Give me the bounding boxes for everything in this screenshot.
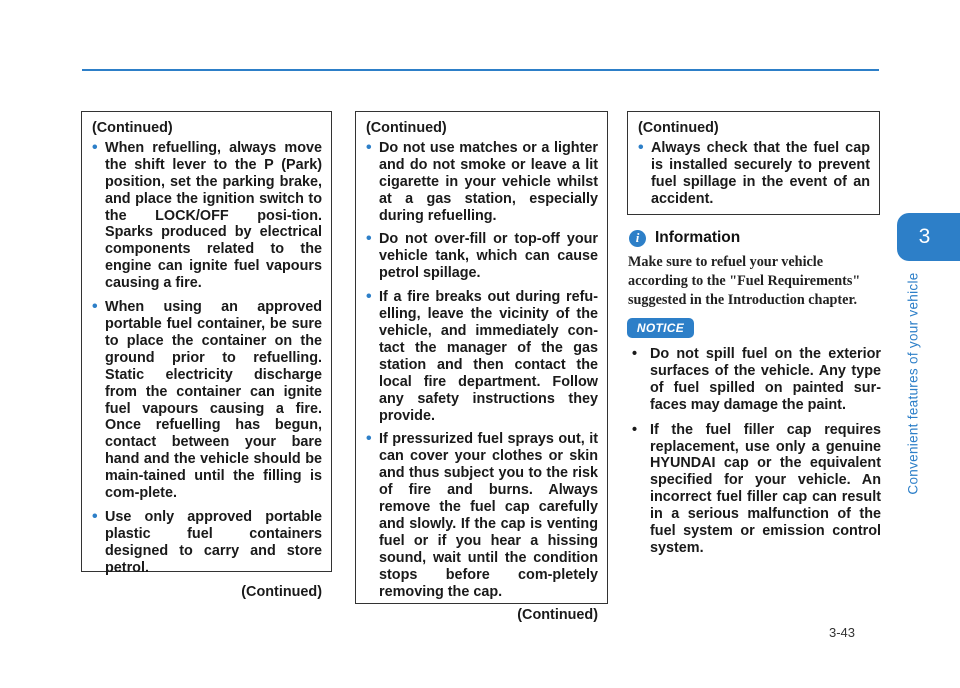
warning-item-text: Use only approved portable plastic fuel containers designed to carry and store petrol. — [105, 508, 322, 576]
bullet-icon: • — [366, 430, 372, 448]
bullet-icon: • — [638, 138, 644, 156]
bullet-icon: • — [366, 288, 372, 306]
bullet-icon: • — [366, 230, 372, 248]
warning-list — [366, 140, 598, 601]
continued-header: (Continued) — [638, 120, 719, 136]
bullet-icon: • — [92, 298, 98, 316]
chapter-tab[interactable]: 3 — [897, 213, 960, 261]
chapter-title-text: Convenient features of your vehicle — [905, 271, 921, 495]
notice-item-text: If the fuel filler cap requires replacement, use only a genuine HYUNDAI cap or the equivalent specified for your vehicle. An incorrect fuel filler cap can result in a serious malfunction of the fuel system or emission control system. — [650, 421, 881, 556]
bullet-icon: • — [632, 346, 638, 362]
warning-item-text: If pressurized fuel sprays out, it can cover your clothes or skin and thus subject you to the risk of fire and burns. Always remove the fuel cap carefully and slowly. If the cap is venting fuel or if you hear a hissing sound, wait until the condition stops before com-pletely removing the cap. — [379, 431, 598, 600]
warning-item — [366, 431, 598, 600]
warning-item — [366, 289, 598, 424]
warning-box-3 — [627, 111, 880, 215]
continued-footer: (Continued) — [517, 607, 598, 624]
warning-item — [638, 140, 870, 208]
warning-item-text: If a fire breaks out during refu-elling, leave the vicinity of the vehicle, and immediately con-tact the manager of the gas station and then contact the local fire department. Follow any safety instructions they provide. — [379, 289, 598, 424]
continued-header: (Continued) — [366, 120, 447, 136]
continued-header: (Continued) — [92, 120, 173, 136]
notice-item — [630, 422, 881, 557]
warning-item-text: When refuelling, always move the shift lever to the P (Park) position, set the parking brake, and place the ignition switch to the LOCK/OFF posi-tion. Sparks produced by electrical components related to the engine can ignite fuel vapours causing a fire. — [105, 139, 322, 292]
warning-item-text: Do not over-fill or top-off your vehicle tank, which can cause petrol spillage. — [379, 231, 598, 282]
warning-box-2 — [355, 111, 608, 624]
warning-item — [366, 140, 598, 225]
warning-list — [92, 140, 322, 577]
warning-box-1 — [81, 111, 332, 600]
bullet-icon: • — [92, 507, 98, 525]
info-icon: i — [629, 230, 646, 247]
bullet-icon: • — [632, 421, 638, 438]
bullet-icon: • — [366, 138, 372, 156]
warning-item — [92, 509, 322, 577]
warning-item — [92, 140, 322, 292]
warning-list — [638, 140, 870, 208]
notice-item — [630, 346, 881, 414]
header-rule — [82, 69, 879, 71]
warning-item-text: When using an approved portable fuel container, be sure to place the container on the ground prior to refuelling. Static electricity discharge from the container can ignite fuel vapours causing a fire. Once refuelling has begun, contact between your bare hand and the vehicle should be main-tained until the filling is com-plete. — [105, 299, 322, 502]
information-body: Make sure to refuel your vehicle according to the "Fuel Requirements" suggested in the Introduction chapter. — [628, 254, 861, 308]
continued-footer: (Continued) — [241, 583, 322, 600]
information-title: Information — [655, 229, 741, 246]
page-number: 3-43 — [829, 625, 856, 640]
warning-item — [366, 231, 598, 282]
notice-list — [630, 346, 881, 565]
chapter-title — [893, 268, 933, 498]
notice-item-text: Do not spill fuel on the exterior surfaces of the vehicle. Any type of fuel spilled on painted sur-faces may damage the paint. — [650, 346, 881, 413]
warning-item-text: Do not use matches or a lighter and do not smoke or leave a lit cigarette in your vehicle whilst at a gas station, especially during refuelling. — [379, 139, 598, 224]
bullet-icon: • — [92, 138, 98, 156]
information-heading — [629, 229, 740, 247]
warning-item — [92, 299, 322, 502]
notice-badge: NOTICE — [627, 318, 694, 338]
warning-item-text: Always check that the fuel cap is installed securely to prevent fuel spillage in the event of an accident. — [651, 139, 870, 207]
